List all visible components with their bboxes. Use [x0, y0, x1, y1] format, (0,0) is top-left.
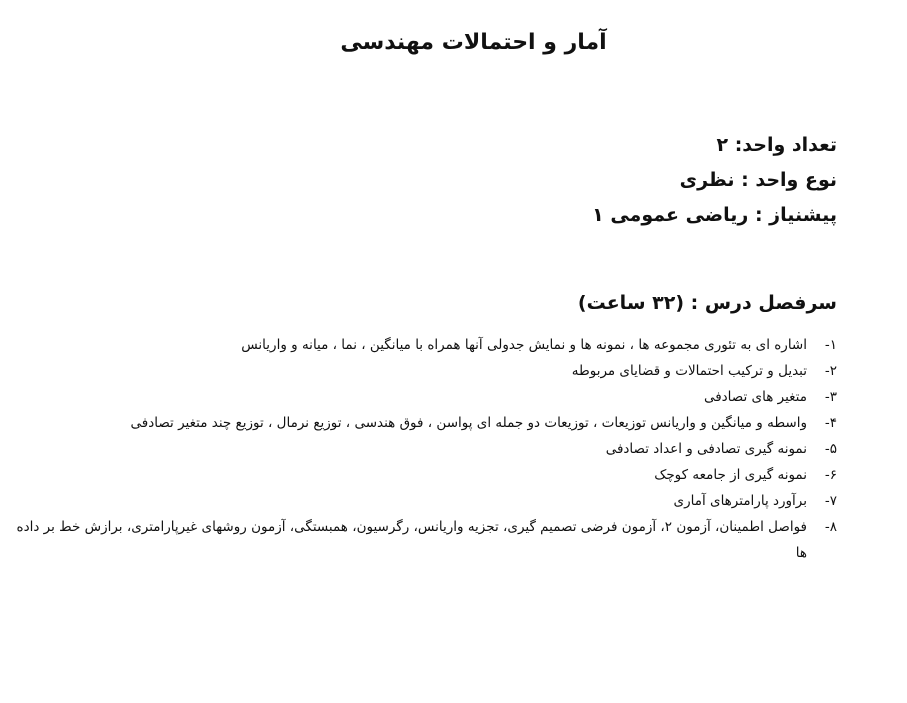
- list-item-number: ۸-: [824, 519, 837, 535]
- list-item: [7, 384, 837, 410]
- list-item-text: اشاره ای به تئوری مجموعه ها ، نمونه ها و نمایش جدولی آنها همراه با میانگین ، نما ، میانه و واریانس: [241, 337, 807, 353]
- list-item-text: فواصل اطمینان، آزمون ۲، آزمون فرضی تصمیم گیری، تجزیه واریانس، رگرسیون، همبستگی، آزمون روشهای غیرپارامتری، برازش خط بر داده ها: [16, 519, 807, 561]
- list-item: [7, 332, 837, 358]
- list-item-text: نمونه گیری تصادفی و اعداد تصادفی: [605, 441, 807, 457]
- list-item-number: ۲-: [824, 363, 837, 379]
- list-item: [7, 410, 837, 436]
- list-item-number: ۴-: [824, 415, 837, 431]
- list-item-number: ۵-: [824, 441, 837, 457]
- page-title: آمار و احتمالات مهندسی: [340, 30, 607, 55]
- course-info: [592, 128, 837, 233]
- unit-type: نوع واحد : نظری: [679, 169, 837, 191]
- list-item-number: ۱-: [824, 337, 837, 353]
- list-item: [7, 514, 837, 566]
- list-item-text: واسطه و میانگین و واریانس توزیعات ، توزیعات دو جمله ای پواسن ، فوق هندسی ، توزیع نرمال ، توزیع چند متغیر تصادفی: [130, 415, 807, 431]
- list-item-text: نمونه گیری از جامعه کوچک: [654, 467, 807, 483]
- list-item-number: ۳-: [824, 389, 837, 405]
- syllabus-heading: سرفصل درس : (۳۲ ساعت): [577, 292, 837, 314]
- prerequisite: پیشنیاز : ریاضی عمومی ۱: [592, 204, 837, 226]
- list-item: [7, 462, 837, 488]
- list-item-number: ۷-: [824, 493, 837, 509]
- list-item: [7, 488, 837, 514]
- list-item-number: ۶-: [824, 467, 837, 483]
- unit-count: تعداد واحد: ۲: [716, 134, 837, 156]
- syllabus-list: [7, 332, 837, 566]
- list-item-text: برآورد پارامترهای آماری: [673, 493, 807, 509]
- list-item: [7, 358, 837, 384]
- list-item-text: متغیر های تصادفی: [703, 389, 807, 405]
- list-item-text: تبدیل و ترکیب احتمالات و قضایای مربوطه: [571, 363, 807, 379]
- list-item: [7, 436, 837, 462]
